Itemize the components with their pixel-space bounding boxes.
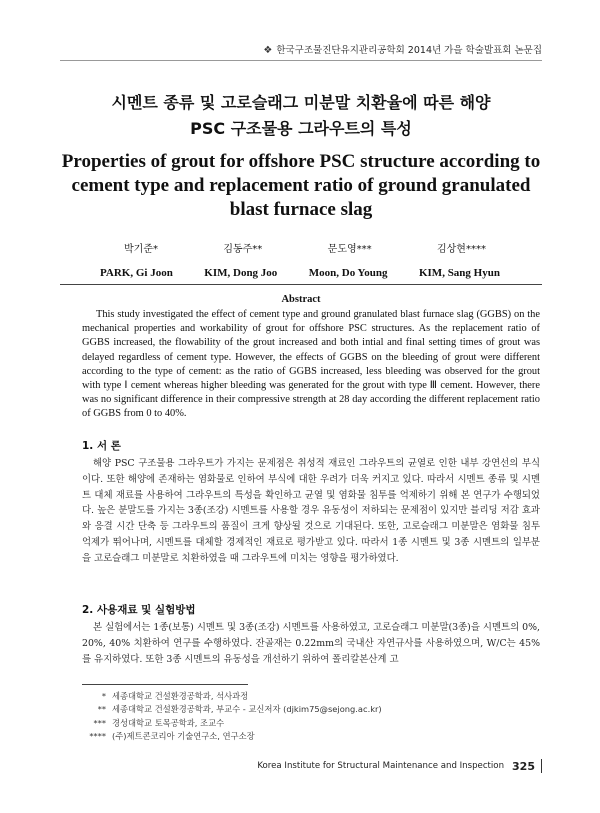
author-names-english: [100, 267, 500, 279]
section-2-heading: 2. 사용재료 및 실험방법: [82, 604, 196, 616]
footnote-1: * 세종대학교 건설환경공학과, 석사과정: [101, 691, 249, 701]
english-title: [60, 150, 542, 222]
english-title-line-2: cement type and replacement ratio of ground granulated: [71, 175, 531, 196]
header-divider: [60, 60, 542, 61]
footnote-2: ** 세종대학교 건설환경공학과, 부교수 - 교신저자 (djkim75@sejong.ac.kr): [97, 704, 382, 715]
korean-title-line-1: 시멘트 종류 및 고로슬래그 미분말 치환율에 따른 해양: [111, 93, 491, 112]
page-footer: [257, 759, 542, 773]
section-1-body: 해양 PSC 구조물용 그라우트가 가지는 문제점은 취성적 재료인 그라우트의 균열로 인한 내부 강연선의 부식이다. 또한 해양에 존재하는 염화물로 인하여 부식에 대한 우려가 더욱 커지고 있다. 따라서 시멘트 종류 및 시멘트 대체 재료를 사용하여 그라우트의 특성을 확인하고 균열 및 염화물 침투를 억제하기 위해 본 연구가 수행되었다. 높은 분말도를 가지는 3종(조강) 시멘트를 사용할 경우 유동성이 저하되는 문제점이 있지만 블리딩 저감 효과와 응결 시간 단축 등 그라우트의 품질이 크게 향상될 것으로 기대된다. 또한, 고로슬래그 미분말은 염화물 침투 억제가 뛰어나며, 시멘트를 대체할 경제적인 재료로 평가받고 있다. 따라서 1종 시멘트 및 3종 시멘트의 일부분을 고로슬래그 미분말로 치환하였을 때 그라우트에 미치는 영향을 평가하였다.: [82, 458, 540, 564]
section-2-body: 본 실험에서는 1종(보통) 시멘트 및 3종(조강) 시멘트를 사용하였고, 고로슬래그 미분말(3종)을 시멘트의 0%, 20%, 40% 치환하여 연구를 수행하였다. 잔골재는 0.22mm의 국내산 자연규사를 사용하였으며, W/C는 45%를 유지하였다. 또한 3종 시멘트의 유동성을 개선하기 위하여 폴리칼본산계 고: [82, 622, 540, 665]
author-4-en: KIM, Sang Hyun: [418, 267, 500, 279]
footnotes: [82, 690, 540, 744]
society-logo-icon: ❖: [263, 45, 273, 56]
footnote-4: **** (주)제트콘코리아 기술연구소, 연구소장: [89, 731, 255, 742]
section-1-heading: 1. 서 론: [82, 440, 121, 452]
page-number: 325: [512, 759, 535, 773]
author-3-ko: 문도영***: [327, 244, 372, 255]
author-4-ko: 김상현****: [436, 244, 486, 255]
journal-name: 한국구조물진단유지관리공학회 2014년 가을 학술발표회 논문집: [276, 45, 542, 56]
abstract-heading: Abstract: [281, 294, 321, 305]
abstract-text: This study investigated the effect of cement type and ground granulated blast furnace slag (GGBS) on the mechanical properties and workability of grout for offshore PSC structures. As the replacement ratio of GGBS increased, the flowability of the grout increased and both intial and final setting times of grout was delayed regardless of cement type. However, the effects of GGBS on the bleeding of grout were different according to the type of cement: as the ratio of GGBS increased, less bleeding was observed for the grout with type Ⅰ cement whereas higher bleeding was generated for the grout with type Ⅲ cement. However, there was no significant difference in their compressive strength at 28 day according the different replacement ratio of GGBS from 0 to 40%.: [82, 309, 540, 420]
english-title-line-1: Properties of grout for offshore PSC structure according to: [61, 151, 541, 172]
author-divider: [60, 284, 542, 285]
footnote-divider: [82, 684, 248, 685]
footer-institute: Korea Institute for Structural Maintenance and Inspection: [257, 761, 505, 771]
footnote-3: *** 경성대학교 토목공학과, 조교수: [93, 717, 225, 728]
korean-title-line-2: PSC 구조물용 그라우트의 특성: [190, 119, 412, 138]
author-1-ko: 박기준*: [124, 244, 158, 255]
author-names-korean: [100, 240, 500, 255]
author-1-en: PARK, Gi Joon: [100, 267, 173, 279]
author-2-ko: 김동주**: [223, 244, 263, 255]
author-block: [100, 240, 500, 279]
korean-title: [60, 90, 542, 142]
author-2-en: KIM, Dong Joo: [204, 267, 278, 279]
footer-divider-bar: [541, 759, 542, 773]
journal-header: [60, 42, 542, 56]
author-3-en: Moon, Do Young: [308, 267, 388, 279]
english-title-line-3: blast furnace slag: [229, 199, 373, 220]
